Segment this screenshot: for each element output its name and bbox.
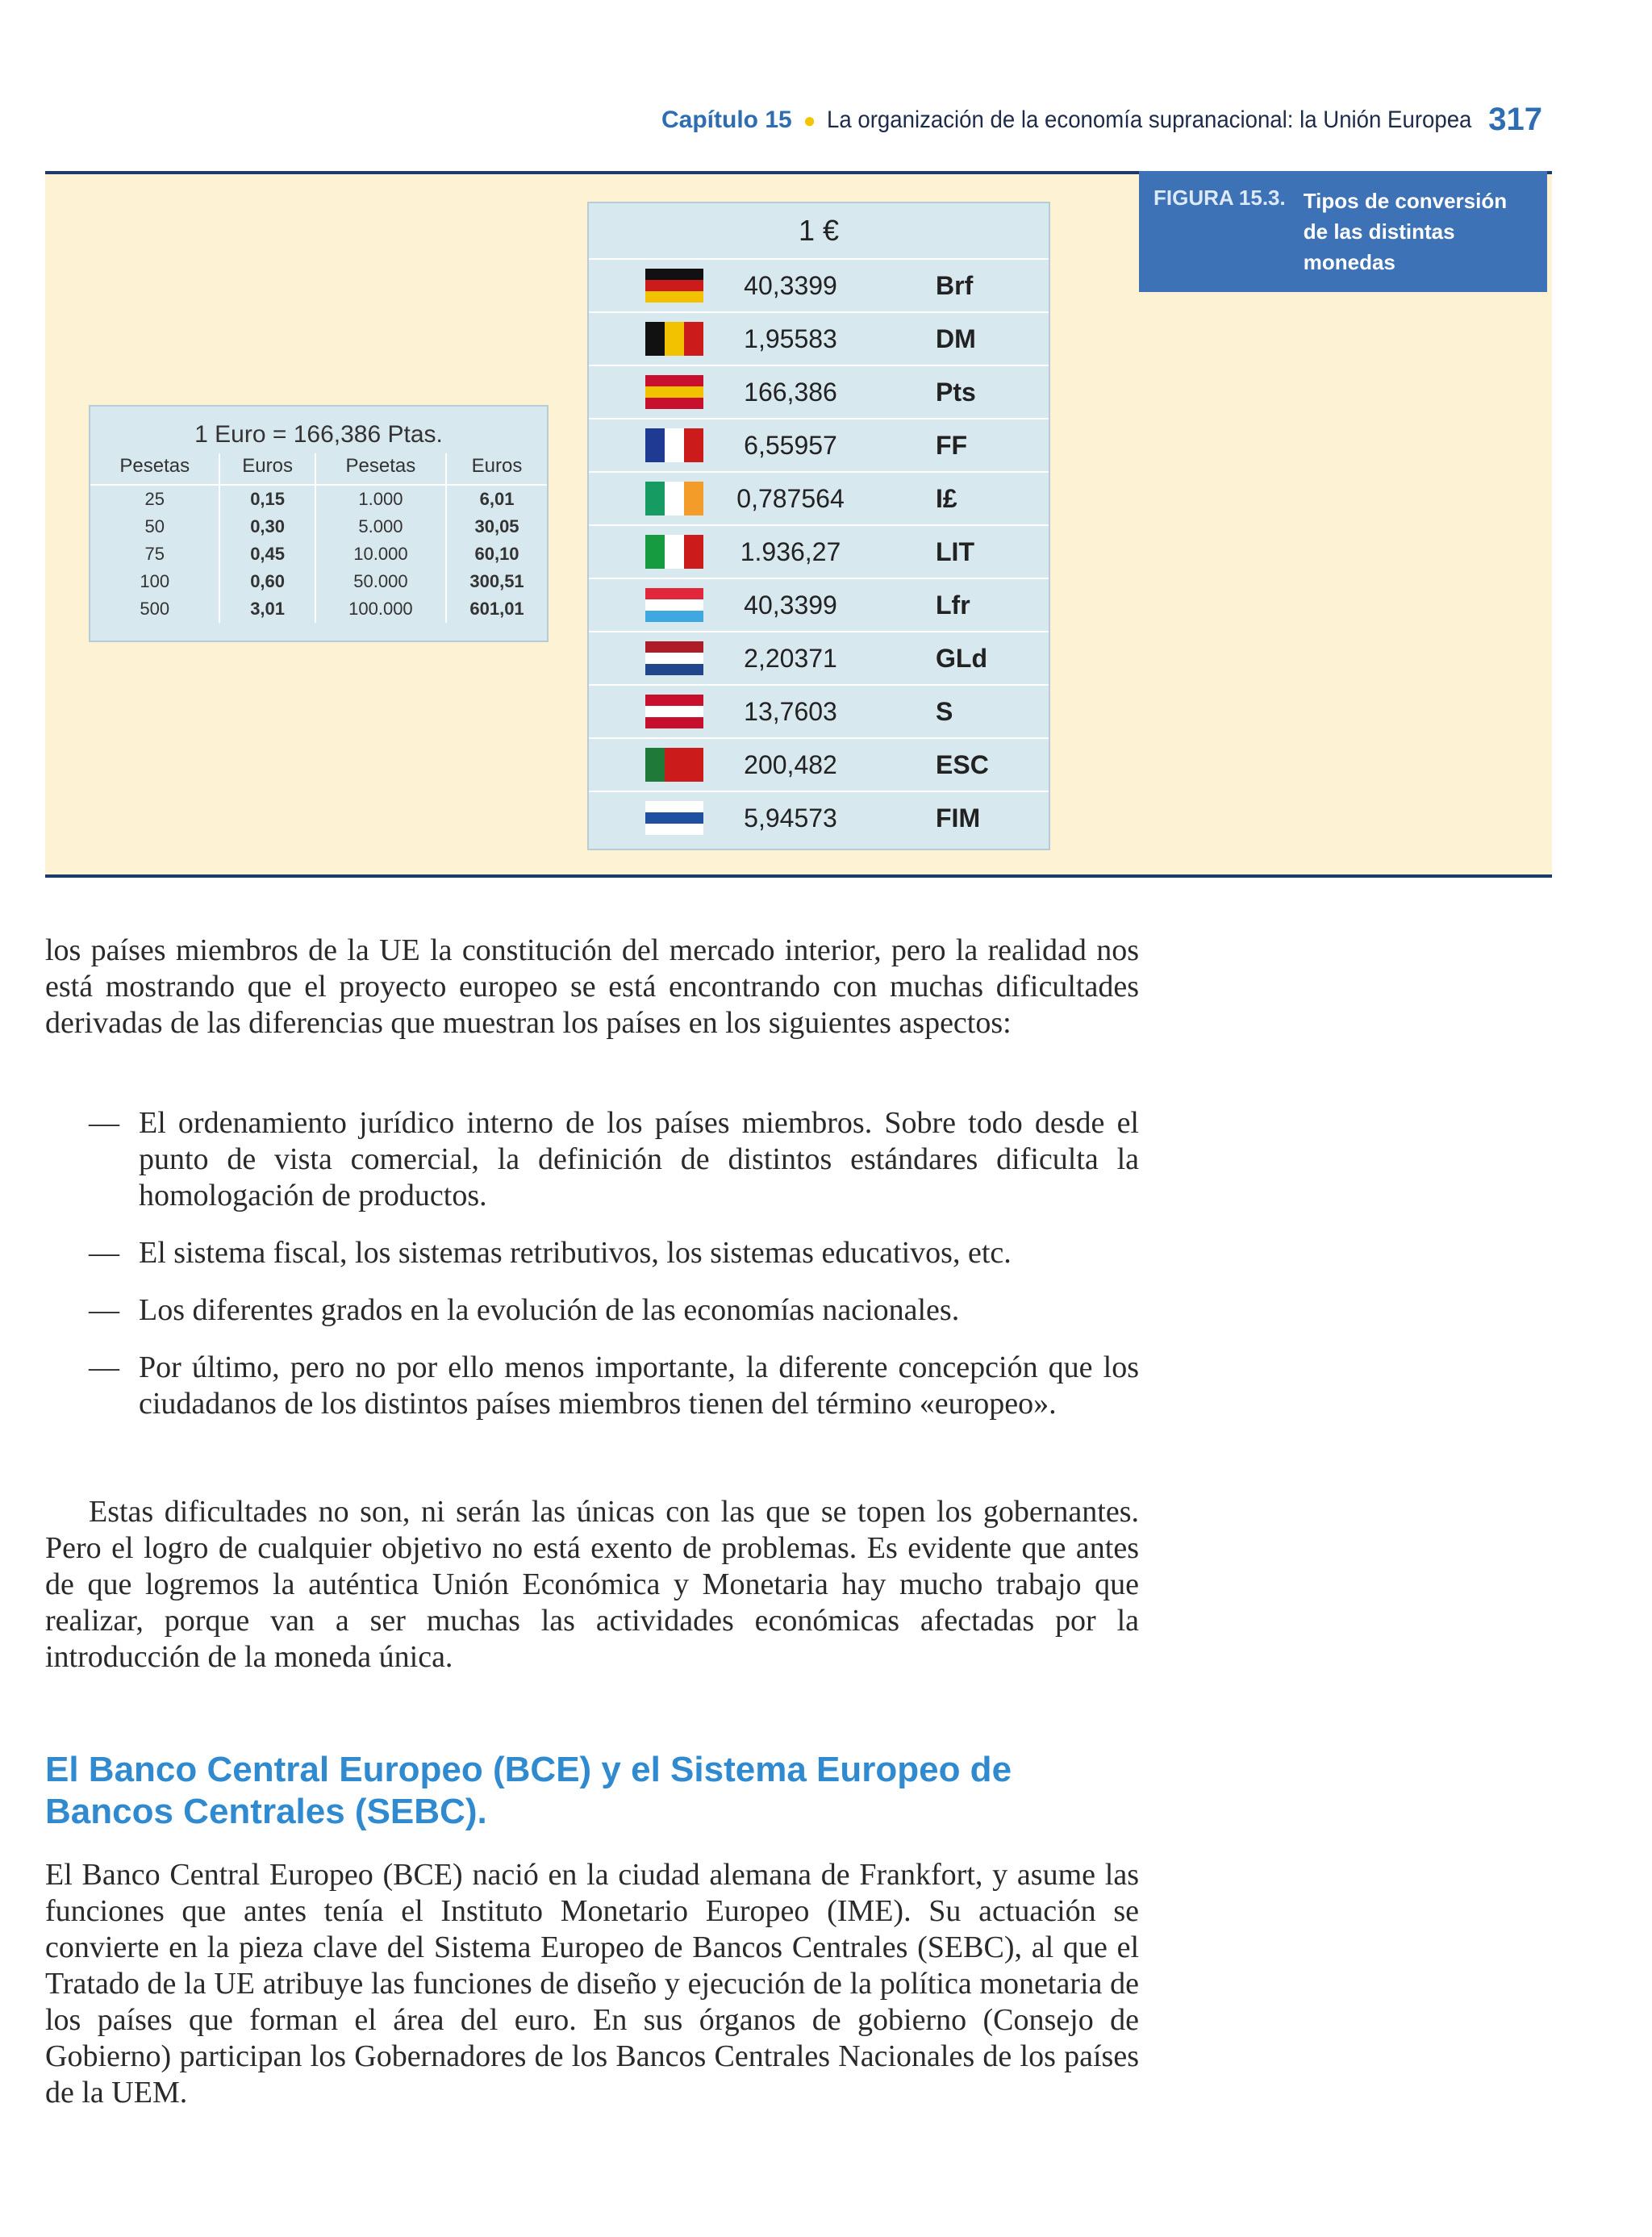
table-cell: 100 — [140, 571, 170, 591]
currency-code: Pts — [936, 377, 976, 407]
rate-row — [589, 578, 1049, 631]
rate-value: 0,787564 — [736, 483, 845, 513]
figure-number: FIGURA 15.3. — [1153, 186, 1286, 210]
currency-code: ESC — [936, 749, 989, 779]
chapter-title: La organización de la economía supranacional: la Unión Europea — [827, 106, 1472, 133]
table-cell: 300,51 — [446, 568, 547, 595]
table-cell: 0,15 — [219, 485, 315, 513]
table-header-row — [90, 453, 547, 485]
table-cell: 3,01 — [219, 595, 315, 623]
euro-equivalence-title: 1 Euro = 166,386 Ptas. — [194, 421, 443, 448]
rate-row — [589, 258, 1049, 311]
column-header: Euros — [446, 453, 547, 485]
currency-code: I£ — [936, 483, 957, 513]
exchange-rates-panel — [587, 202, 1050, 850]
list-item — [89, 1235, 1139, 1271]
table-cell: 500 — [140, 599, 170, 619]
currency-code: LIT — [936, 536, 974, 566]
section-heading: El Banco Central Europeo (BCE) y el Sistema Europeo de Bancos Centrales (SEBC). — [45, 1750, 1012, 1831]
belgium-flag-icon — [645, 322, 703, 356]
rate-row — [589, 418, 1049, 471]
paragraph: los países miembros de la UE la constitución del mercado interior, pero la realidad nos está mostrando que el proyecto europeo se está encontrando con muchas dificultades derivadas de las diferencias que muestran los países en los siguientes aspectos: — [45, 933, 1139, 1040]
chapter-label: Capítulo 15 — [661, 106, 792, 133]
rate-row — [589, 791, 1049, 844]
table-cell: 50 — [144, 516, 165, 536]
list-item-text: El sistema fiscal, los sistemas retributivos, los sistemas educativos, etc. — [139, 1236, 1012, 1270]
table-row — [90, 595, 547, 623]
currency-code: Brf — [936, 270, 974, 300]
rate-value: 40,3399 — [744, 270, 837, 300]
paragraph: Estas dificultades no son, ni serán las únicas con las que se topen los gobernantes. Pero el logro de cualquier objetivo no está exento de problemas. Es evidente que antes de que logremos la auténtica Unión Económica y Monetaria hay mucho trabajo que realizar, porque van a ser muchas las actividades económicas afectadas por la introducción de la moneda única. — [45, 1495, 1139, 1674]
rate-row — [589, 524, 1049, 578]
currency-code: S — [936, 696, 953, 726]
list-item-text: El ordenamiento jurídico interno de los países miembros. Sobre todo desde el punto de vista comercial, la definición de distintos estándares dificulta la homologación de productos. — [139, 1106, 1139, 1212]
paragraph: El Banco Central Europeo (BCE) nació en la ciudad alemana de Frankfort, y asume las funciones que antes tenía el Instituto Monetario Europeo (IME). Su actuación se convierte en la pieza clave del Sistema Europeo de Bancos Centrales (SEBC), al que el Tratado de la UE atribuye las funciones de diseño y ejecución de la política monetaria de los países que forman el área del euro. En sus órganos de gobierno (Consejo de Gobierno) participan los Gobernadores de los Bancos Centrales Nacionales de los países de la UEM. — [45, 1858, 1139, 2110]
list-item-text: Por último, pero no por ello menos importante, la diferente concepción que los ciudadanos de los distintos países miembros tienen del término «europeo». — [139, 1350, 1139, 1421]
currency-code: DM — [936, 323, 976, 353]
list-item — [89, 1350, 1139, 1422]
column-header: Euros — [219, 453, 315, 485]
rate-value: 1.936,27 — [740, 536, 841, 566]
table-cell: 100.000 — [315, 595, 446, 623]
portugal-flag-icon — [645, 748, 703, 782]
france-flag-icon — [645, 428, 703, 462]
currency-code: FIM — [936, 803, 981, 833]
list-dash: — — [89, 1350, 119, 1384]
table-cell: 0,60 — [219, 568, 315, 595]
separator-dot: ● — [803, 108, 816, 132]
rate-row — [589, 311, 1049, 365]
conversion-table-body — [90, 485, 547, 623]
running-header — [661, 102, 1547, 147]
table-cell: 50.000 — [315, 568, 446, 595]
luxembourg-flag-icon — [645, 588, 703, 622]
italy-flag-icon — [645, 535, 703, 569]
figure-caption-text: Tipos de conversión de las distintas monedas — [1303, 189, 1508, 274]
germany-flag-icon — [645, 269, 703, 303]
rates-list — [589, 258, 1049, 844]
table-cell: 0,30 — [219, 513, 315, 540]
rate-value: 5,94573 — [744, 803, 837, 833]
currency-code: Lfr — [936, 590, 970, 620]
rate-value: 200,482 — [744, 749, 837, 779]
rate-value: 1,95583 — [744, 323, 837, 353]
page-number: 317 — [1488, 102, 1542, 137]
currency-code: FF — [936, 430, 968, 460]
column-header: Pesetas — [315, 453, 446, 485]
list-dash: — — [89, 1106, 119, 1140]
table-row — [90, 540, 547, 568]
rate-value: 13,7603 — [744, 696, 837, 726]
table-cell: 30,05 — [446, 513, 547, 540]
rate-row — [589, 471, 1049, 524]
austria-flag-icon — [645, 695, 703, 728]
rate-row — [589, 684, 1049, 737]
table-cell: 601,01 — [446, 595, 547, 623]
table-row — [90, 485, 547, 513]
ireland-flag-icon — [645, 482, 703, 515]
list-item — [89, 1105, 1139, 1214]
table-cell: 10.000 — [315, 540, 446, 568]
aspects-items — [89, 1105, 1139, 1422]
rate-row — [589, 737, 1049, 791]
figure-caption — [1139, 171, 1547, 292]
list-dash: — — [89, 1236, 119, 1270]
table-cell: 75 — [144, 544, 165, 564]
list-item — [89, 1292, 1139, 1329]
conversion-table — [90, 453, 547, 623]
spain-flag-icon — [645, 375, 703, 409]
table-cell: 5.000 — [315, 513, 446, 540]
table-row — [90, 568, 547, 595]
rate-value: 2,20371 — [744, 643, 837, 673]
peseta-euro-table — [89, 405, 549, 642]
list-item-text: Los diferentes grados en la evolución de las economías nacionales. — [139, 1293, 960, 1327]
table-cell: 6,01 — [446, 485, 547, 513]
rate-row — [589, 365, 1049, 418]
table-cell: 25 — [144, 489, 165, 509]
aspects-list — [89, 1105, 1139, 1443]
rate-row — [589, 631, 1049, 684]
netherlands-flag-icon — [645, 641, 703, 675]
list-dash: — — [89, 1293, 119, 1327]
rate-value: 166,386 — [744, 377, 837, 407]
rate-value: 40,3399 — [744, 590, 837, 620]
rate-value: 6,55957 — [744, 430, 837, 460]
table-cell: 60,10 — [446, 540, 547, 568]
table-cell: 0,45 — [219, 540, 315, 568]
currency-code: GLd — [936, 643, 987, 673]
table-row — [90, 513, 547, 540]
finland-flag-icon — [645, 801, 703, 835]
column-header: Pesetas — [90, 453, 219, 485]
table-cell: 1.000 — [315, 485, 446, 513]
rates-header: 1 € — [798, 214, 840, 247]
